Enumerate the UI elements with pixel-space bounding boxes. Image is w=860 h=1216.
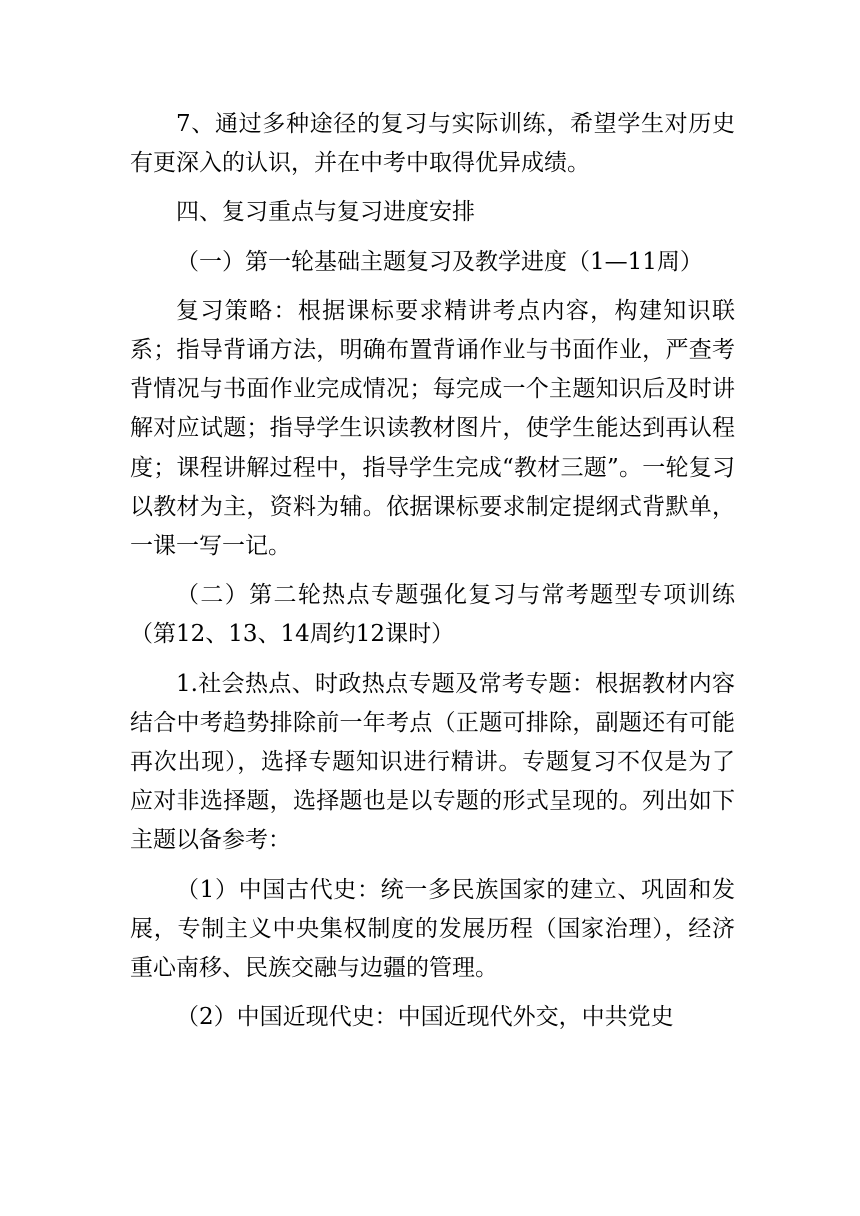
paragraph-review-strategy: 复习策略：根据课标要求精讲考点内容，构建知识联系；指导背诵方法，明确布置背诵作业与书面作业，严查考背情况与书面作业完成情况；每完成一个主题知识后及时讲解对应试题；指导学生识读教材图片，使学生能达到再认程度；课程讲解过程中，指导学生完成“教材三题”。一轮复习以教材为主，资料为辅。依据课标要求制定提纲式背默单，一课一写一记。 xyxy=(130,297,735,560)
subsection-heading-round-two: （二）第二轮热点专题强化复习与常考题型专项训练（第12、13、14周约12课时） xyxy=(130,582,735,648)
paragraph-ancient-history: （1）中国古代史：统一多民族国家的建立、巩固和发展，专制主义中央集权制度的发展历程（国家治理），经济重心南移、民族交融与边疆的管理。 xyxy=(130,876,735,982)
document-page xyxy=(130,105,735,1037)
paragraph-goal-7: 7、通过多种途径的复习与实际训练，希望学生对历史有更深入的认识，并在中考中取得优异成绩。 xyxy=(130,111,735,177)
subsection-heading-round-one: （一）第一轮基础主题复习及教学进度（1—11周） xyxy=(176,248,703,275)
paragraph-hot-topics: 1.社会热点、时政热点专题及常考专题：根据教材内容结合中考趋势排除前一年考点（正题可排除，副题还有可能再次出现），选择专题知识进行精讲。专题复习不仅是为了应对非选择题，选择题也是以专题的形式呈现的。列出如下主题以备参考： xyxy=(130,670,735,854)
paragraph-modern-history: （2）中国近现代史：中国近现代外交，中共党史 xyxy=(176,1004,674,1031)
section-heading-review-focus: 四、复习重点与复习进度安排 xyxy=(176,199,475,226)
